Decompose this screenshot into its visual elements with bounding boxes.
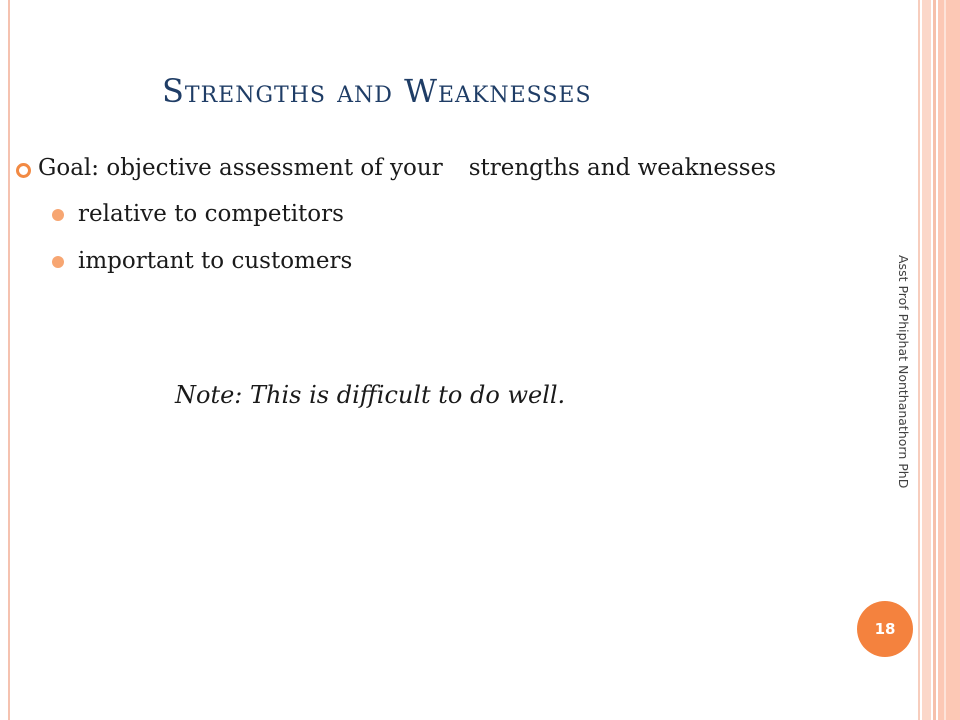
decor-stripe [944, 0, 946, 720]
dot-bullet-icon [52, 209, 64, 221]
page-number: 18 [874, 620, 896, 638]
bullet-item [16, 152, 816, 185]
author-side-label: Asst Prof Phiphat Nonthanathorn PhD [896, 255, 911, 489]
dot-bullet-icon [52, 256, 64, 268]
decor-stripe [922, 0, 931, 720]
bullet-text-part1: Goal: objective assessment of your [38, 155, 443, 181]
decor-stripe [933, 0, 936, 720]
sub-bullet-item [16, 246, 816, 276]
ring-bullet-icon [16, 163, 31, 178]
decor-stripe [938, 0, 960, 720]
sub-bullet-item [16, 199, 816, 229]
decor-stripe [918, 0, 920, 720]
note-text: Note: This is difficult to do well. [175, 381, 566, 409]
left-border-line [8, 0, 10, 720]
page-number-badge [857, 601, 913, 657]
sub-bullet-text: relative to competitors [78, 201, 344, 227]
slide-content [16, 152, 816, 276]
bullet-text-part2: strengths and weaknesses [468, 155, 777, 181]
slide-title: Strengths and Weaknesses [162, 72, 592, 110]
sub-bullet-text: important to customers [78, 248, 353, 274]
